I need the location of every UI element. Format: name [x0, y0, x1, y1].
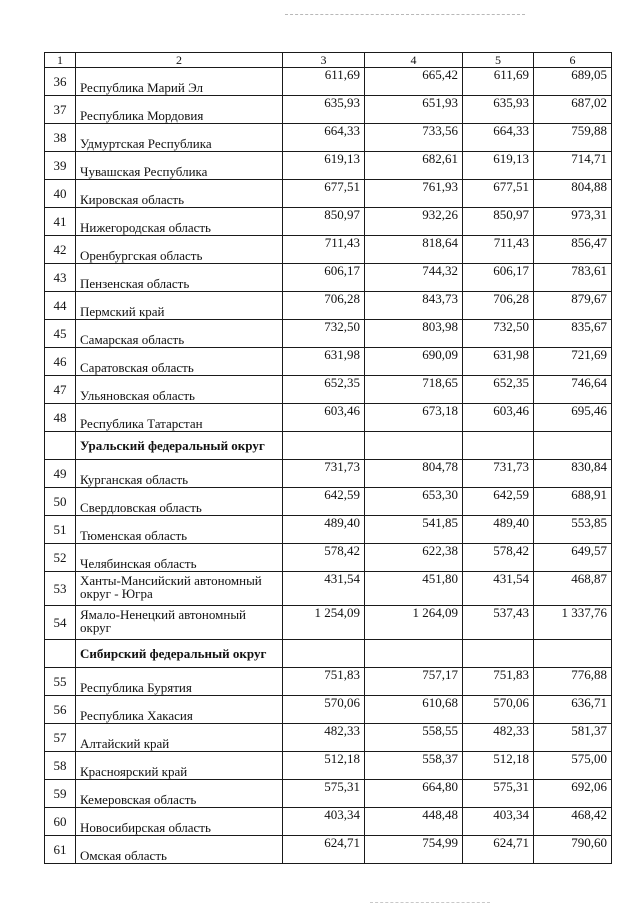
region-name: Омская область — [76, 836, 283, 864]
region-name: Пензенская область — [76, 264, 283, 292]
table-row — [45, 572, 612, 606]
value-col4: 733,56 — [365, 124, 463, 152]
value-col3: 403,34 — [283, 808, 365, 836]
column-number-4: 4 — [365, 53, 463, 68]
region-name: Кировская область — [76, 180, 283, 208]
value-col6: 636,71 — [534, 696, 612, 724]
region-name: Республика Мордовия — [76, 96, 283, 124]
value-col4: 541,85 — [365, 516, 463, 544]
table-row — [45, 696, 612, 724]
value-col5: 635,93 — [463, 96, 534, 124]
value-col5: 732,50 — [463, 320, 534, 348]
value-col5: 403,34 — [463, 808, 534, 836]
value-col4: 651,93 — [365, 96, 463, 124]
value-col3: 624,71 — [283, 836, 365, 864]
table-row — [45, 124, 612, 152]
table-row — [45, 606, 612, 640]
row-number: 42 — [45, 236, 76, 264]
value-col5: 850,97 — [463, 208, 534, 236]
value-col5: 431,54 — [463, 572, 534, 606]
value-col3: 606,17 — [283, 264, 365, 292]
row-number: 55 — [45, 668, 76, 696]
region-name: Саратовская область — [76, 348, 283, 376]
row-number: 61 — [45, 836, 76, 864]
value-col3: 431,54 — [283, 572, 365, 606]
table-row — [45, 668, 612, 696]
region-name: Республика Татарстан — [76, 404, 283, 432]
table-row — [45, 460, 612, 488]
value-col6: 856,47 — [534, 236, 612, 264]
regions-table — [44, 52, 612, 864]
region-name: Новосибирская область — [76, 808, 283, 836]
value-col6: 468,42 — [534, 808, 612, 836]
region-name-line2: округ — [80, 620, 111, 635]
value-col4: 818,64 — [365, 236, 463, 264]
value-col6: 783,61 — [534, 264, 612, 292]
row-number: 50 — [45, 488, 76, 516]
row-number: 52 — [45, 544, 76, 572]
value-col5: 489,40 — [463, 516, 534, 544]
value-col5: 578,42 — [463, 544, 534, 572]
value-col4: 761,93 — [365, 180, 463, 208]
section-title-ural: Уральский федеральный округ — [76, 432, 283, 460]
value-col4: 803,98 — [365, 320, 463, 348]
value-col3: 706,28 — [283, 292, 365, 320]
row-number: 48 — [45, 404, 76, 432]
table-row — [45, 752, 612, 780]
value-col5: 631,98 — [463, 348, 534, 376]
row-number: 54 — [45, 606, 76, 640]
row-number: 43 — [45, 264, 76, 292]
table-row — [45, 724, 612, 752]
value-col6: 581,37 — [534, 724, 612, 752]
value-col4: 653,30 — [365, 488, 463, 516]
value-col5: 575,31 — [463, 780, 534, 808]
table-row — [45, 544, 612, 572]
value-col5: 706,28 — [463, 292, 534, 320]
value-col3: 512,18 — [283, 752, 365, 780]
table-row — [45, 320, 612, 348]
value-col5: 731,73 — [463, 460, 534, 488]
table-row — [45, 808, 612, 836]
region-name: Ульяновская область — [76, 376, 283, 404]
table-row — [45, 68, 612, 96]
value-col4: 744,32 — [365, 264, 463, 292]
table-row — [45, 264, 612, 292]
table-row — [45, 152, 612, 180]
value-col3: 711,43 — [283, 236, 365, 264]
value-col4: 843,73 — [365, 292, 463, 320]
column-number-5: 5 — [463, 53, 534, 68]
region-name: Чувашская Республика — [76, 152, 283, 180]
region-name-line1: Ямало-Ненецкий автономный — [80, 607, 247, 622]
table-row — [45, 348, 612, 376]
row-number: 41 — [45, 208, 76, 236]
region-name — [76, 572, 283, 606]
value-col4: 451,80 — [365, 572, 463, 606]
region-name: Удмуртская Республика — [76, 124, 283, 152]
row-number: 36 — [45, 68, 76, 96]
table-row — [45, 180, 612, 208]
value-col5: 619,13 — [463, 152, 534, 180]
value-col4: 690,09 — [365, 348, 463, 376]
value-col3: 635,93 — [283, 96, 365, 124]
value-col5: 624,71 — [463, 836, 534, 864]
value-col4: 448,48 — [365, 808, 463, 836]
row-number: 44 — [45, 292, 76, 320]
row-number: 51 — [45, 516, 76, 544]
value-col3: 850,97 — [283, 208, 365, 236]
value-col3: 489,40 — [283, 516, 365, 544]
value-col6: 649,57 — [534, 544, 612, 572]
column-number-1: 1 — [45, 53, 76, 68]
value-col5: 711,43 — [463, 236, 534, 264]
row-number: 49 — [45, 460, 76, 488]
value-col3: 652,35 — [283, 376, 365, 404]
value-col3: 631,98 — [283, 348, 365, 376]
value-col5: 751,83 — [463, 668, 534, 696]
value-col4: 1 264,09 — [365, 606, 463, 640]
region-name: Алтайский край — [76, 724, 283, 752]
value-col6: 575,00 — [534, 752, 612, 780]
region-name-line2: округ - Югра — [80, 586, 153, 601]
value-col3: 578,42 — [283, 544, 365, 572]
value-col6: 759,88 — [534, 124, 612, 152]
value-col3: 731,73 — [283, 460, 365, 488]
value-col4: 757,17 — [365, 668, 463, 696]
value-col3: 619,13 — [283, 152, 365, 180]
value-col4: 558,55 — [365, 724, 463, 752]
value-col6: 790,60 — [534, 836, 612, 864]
value-col5: 611,69 — [463, 68, 534, 96]
table-row — [45, 376, 612, 404]
value-col3: 732,50 — [283, 320, 365, 348]
row-number: 59 — [45, 780, 76, 808]
region-name: Республика Марий Эл — [76, 68, 283, 96]
value-col5: 482,33 — [463, 724, 534, 752]
row-number: 46 — [45, 348, 76, 376]
value-col5: 603,46 — [463, 404, 534, 432]
value-col6: 692,06 — [534, 780, 612, 808]
row-number: 53 — [45, 572, 76, 606]
value-col6: 879,67 — [534, 292, 612, 320]
table-row — [45, 516, 612, 544]
value-col3: 677,51 — [283, 180, 365, 208]
section-header-ural — [45, 432, 612, 460]
column-number-row — [45, 53, 612, 68]
value-col6: 1 337,76 — [534, 606, 612, 640]
value-col6: 687,02 — [534, 96, 612, 124]
value-col4: 754,99 — [365, 836, 463, 864]
table-row — [45, 96, 612, 124]
region-name: Оренбургская область — [76, 236, 283, 264]
section-header-siberia — [45, 640, 612, 668]
value-col3: 482,33 — [283, 724, 365, 752]
region-name: Республика Хакасия — [76, 696, 283, 724]
value-col6: 714,71 — [534, 152, 612, 180]
value-col5: 512,18 — [463, 752, 534, 780]
region-name-line1: Ханты-Мансийский автономный — [80, 573, 262, 588]
value-col3: 575,31 — [283, 780, 365, 808]
value-col4: 932,26 — [365, 208, 463, 236]
value-col6: 468,87 — [534, 572, 612, 606]
value-col4: 673,18 — [365, 404, 463, 432]
value-col6: 746,64 — [534, 376, 612, 404]
region-name: Кемеровская область — [76, 780, 283, 808]
value-col5: 606,17 — [463, 264, 534, 292]
region-name: Тюменская область — [76, 516, 283, 544]
value-col6: 553,85 — [534, 516, 612, 544]
value-col5: 570,06 — [463, 696, 534, 724]
value-col3: 1 254,09 — [283, 606, 365, 640]
value-col4: 718,65 — [365, 376, 463, 404]
value-col3: 611,69 — [283, 68, 365, 96]
region-name: Нижегородская область — [76, 208, 283, 236]
row-number: 60 — [45, 808, 76, 836]
value-col4: 664,80 — [365, 780, 463, 808]
value-col6: 688,91 — [534, 488, 612, 516]
value-col5: 652,35 — [463, 376, 534, 404]
row-number: 40 — [45, 180, 76, 208]
region-name — [76, 606, 283, 640]
region-name: Республика Бурятия — [76, 668, 283, 696]
value-col6: 973,31 — [534, 208, 612, 236]
scan-artifact-bottom — [370, 902, 490, 904]
value-col4: 610,68 — [365, 696, 463, 724]
value-col6: 804,88 — [534, 180, 612, 208]
value-col6: 695,46 — [534, 404, 612, 432]
value-col3: 751,83 — [283, 668, 365, 696]
value-col6: 776,88 — [534, 668, 612, 696]
region-name: Курганская область — [76, 460, 283, 488]
region-name: Самарская область — [76, 320, 283, 348]
value-col6: 830,84 — [534, 460, 612, 488]
value-col3: 603,46 — [283, 404, 365, 432]
value-col5: 677,51 — [463, 180, 534, 208]
region-name: Свердловская область — [76, 488, 283, 516]
row-number: 58 — [45, 752, 76, 780]
column-number-3: 3 — [283, 53, 365, 68]
value-col6: 835,67 — [534, 320, 612, 348]
table-row — [45, 488, 612, 516]
table-row — [45, 780, 612, 808]
row-number: 57 — [45, 724, 76, 752]
row-number: 56 — [45, 696, 76, 724]
value-col4: 804,78 — [365, 460, 463, 488]
row-number: 39 — [45, 152, 76, 180]
region-name: Пермский край — [76, 292, 283, 320]
table-row — [45, 836, 612, 864]
row-number: 38 — [45, 124, 76, 152]
value-col6: 721,69 — [534, 348, 612, 376]
value-col4: 682,61 — [365, 152, 463, 180]
value-col3: 642,59 — [283, 488, 365, 516]
value-col5: 664,33 — [463, 124, 534, 152]
region-name: Челябинская область — [76, 544, 283, 572]
value-col4: 622,38 — [365, 544, 463, 572]
region-name: Красноярский край — [76, 752, 283, 780]
column-number-6: 6 — [534, 53, 612, 68]
section-title-siberia: Сибирский федеральный округ — [76, 640, 283, 668]
table-row — [45, 208, 612, 236]
column-number-2: 2 — [76, 53, 283, 68]
table-row — [45, 236, 612, 264]
value-col5: 642,59 — [463, 488, 534, 516]
value-col4: 558,37 — [365, 752, 463, 780]
value-col6: 689,05 — [534, 68, 612, 96]
value-col3: 664,33 — [283, 124, 365, 152]
row-number: 47 — [45, 376, 76, 404]
table-row — [45, 404, 612, 432]
value-col5: 537,43 — [463, 606, 534, 640]
scan-artifact-top — [285, 14, 525, 16]
row-number: 45 — [45, 320, 76, 348]
value-col3: 570,06 — [283, 696, 365, 724]
row-number: 37 — [45, 96, 76, 124]
table-row — [45, 292, 612, 320]
value-col4: 665,42 — [365, 68, 463, 96]
